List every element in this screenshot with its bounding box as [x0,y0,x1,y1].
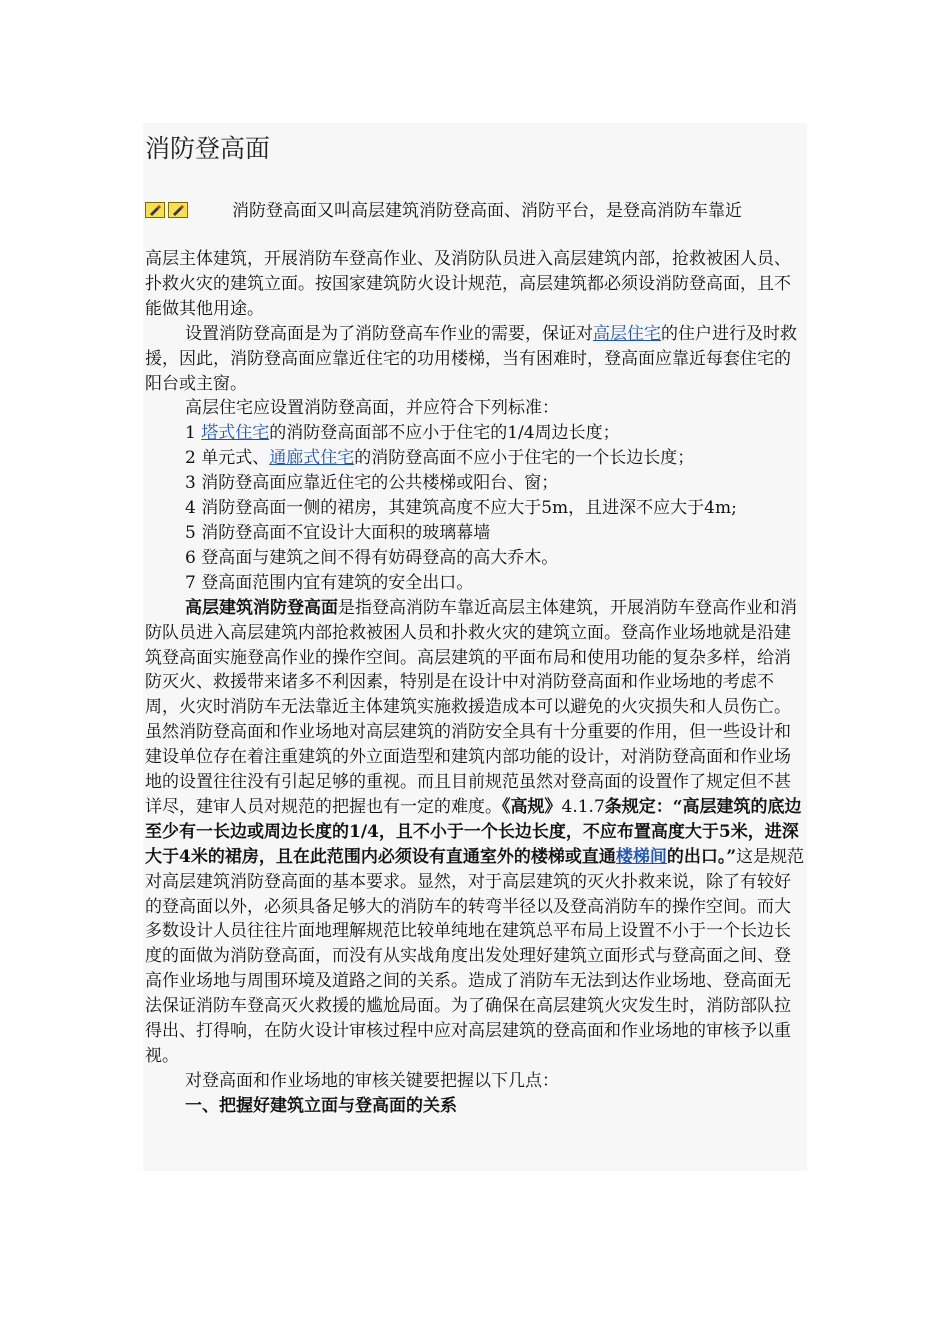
link-stairwell[interactable]: 楼梯间 [615,846,667,867]
term-heading: 高层建筑消防登高面 [185,597,338,618]
page-title: 消防登高面 [145,134,271,163]
code-quote-end: 的出口。” [666,846,737,867]
list-item-4: 4 消防登高面一侧的裙房，其建筑高度不应大于5m，且进深不应大于4m; [185,498,737,519]
list-item-7: 7 登高面范围内宜有建筑的安全出口。 [185,572,474,593]
edit-icons [145,202,191,219]
document-content [145,128,807,1119]
list-item-6: 6 登高面与建筑之间不得有妨碍登高的高大乔木。 [185,547,559,568]
lead-text: 消防登高面又叫高层建筑消防登高面、消防平台，是登高消防车靠近 [232,201,742,221]
list-item-1-text: 的消防登高面部不应小于住宅的1/4周边长度； [269,423,620,444]
list-item-2 [145,446,807,471]
list-item-3: 3 消防登高面应靠近住宅的公共楼梯或阳台、窗； [185,473,559,494]
edit-icon[interactable] [145,202,165,218]
link-corridor-residence[interactable]: 通廊式住宅 [269,448,355,469]
section-heading-1 [145,1094,807,1119]
code-reference: 《高规》 [502,796,562,817]
list-item-5: 5 消防登高面不宜设计大面积的玻璃幕墙 [185,522,491,543]
link-tower-residence[interactable]: 塔式住宅 [201,423,270,444]
edit-icon[interactable] [168,202,188,218]
document-body [145,247,807,1119]
list-item-1 [145,421,807,446]
paragraph-2 [145,322,807,397]
list-item-2-text: 的消防登高面不应小于住宅的一个长边长度； [354,448,695,469]
code-quote: 条规定：“高层建筑的底边至少有一长边或周边长度的1/4，且不小于一个长边长度，不应布置高度大于5米，进深大于4米的裙房，且在此范围内必须设有直通室外的楼梯或直通 [145,796,802,867]
clause-number: 4.1.7 [561,796,605,817]
link-high-rise-residence[interactable]: 高层住宅 [593,323,661,344]
paragraph-4-text-1: 是指登高消防车靠近高层主体建筑，开展消防车登高作业和消防队员进入高层建筑内部抢救被困人员和扑救火灾的建筑立面。登高作业场地就是沿建筑登高面实施登高作业的操作空间。高层建筑的平面布局和使用功能的复杂多样，给消防灭火、救援带来诸多不利因素，特别是在设计中对消防登高面和作业场地的考虑不周，火灾时消防车无法靠近主体建筑实施救援造成本可以避免的火灾损失和人员伤亡。 虽然消防登高面和作业场地对高层建筑的消防安全具有十分重要的作用，但一些设计和建设单位存在着注重建筑的外立面造型和建筑内部功能的设计，对消防登高面和作业场地的设置往往没有引起足够的重视。而且目前规范虽然对登高面的设置作了规定但不甚详尽，建审人员对规范的把握也有一定的难度。 [145,597,797,817]
paragraph-2-text-b: 的住户进行及时救援，因此，消防登高面应靠近住宅的功用楼梯，当有困难时，登高面应靠近每套住宅的阳台或主窗。 [145,323,797,394]
section-heading-text: 一、把握好建筑立面与登高面的关系 [185,1095,457,1116]
list-item-2-num: 2 单元式、 [185,448,270,469]
paragraph-1: 高层主体建筑，开展消防车登高作业、及消防队员进入高层建筑内部，抢救被困人员、扑救火灾的建筑立面。按国家建筑防火设计规范，高层建筑都必须设消防登高面，且不能做其他用途。 [145,249,791,319]
list-item-1-num: 1 [185,423,202,444]
paragraph-2-text-a: 设置消防登高面是为了消防登高车作业的需要，保证对 [185,323,593,344]
paragraph-5: 对登高面和作业场地的审核关键要把握以下几点： [185,1070,559,1091]
paragraph-3: 高层住宅应设置消防登高面，并应符合下列标准： [185,398,559,419]
paragraph-4-text-2: 这是规范对高层建筑消防登高面的基本要求。显然，对于高层建筑的灭火扑救来说，除了有较好的登高面以外，必须具备足够大的消防车的转弯半径以及登高消防车的操作空间。而大多数设计人员往往片面地理解规范比较单纯地在建筑总平布局上设置不小于一个长边长度的面做为消防登高面，而没有从实战角度出发处理好建筑立面形式与登高面之间、登高作业场地与周围环境及道路之间的关系。造成了消防车无法到达作业场地、登高面无法保证消防车登高灭火救援的尴尬局面。为了确保在高层建筑火灾发生时，消防部队拉得出、打得响，在防火设计审核过程中应对高层建筑的登高面和作业场地的审核予以重视。 [145,846,805,1066]
paragraph-4 [145,596,807,1069]
lead-line [145,198,807,224]
